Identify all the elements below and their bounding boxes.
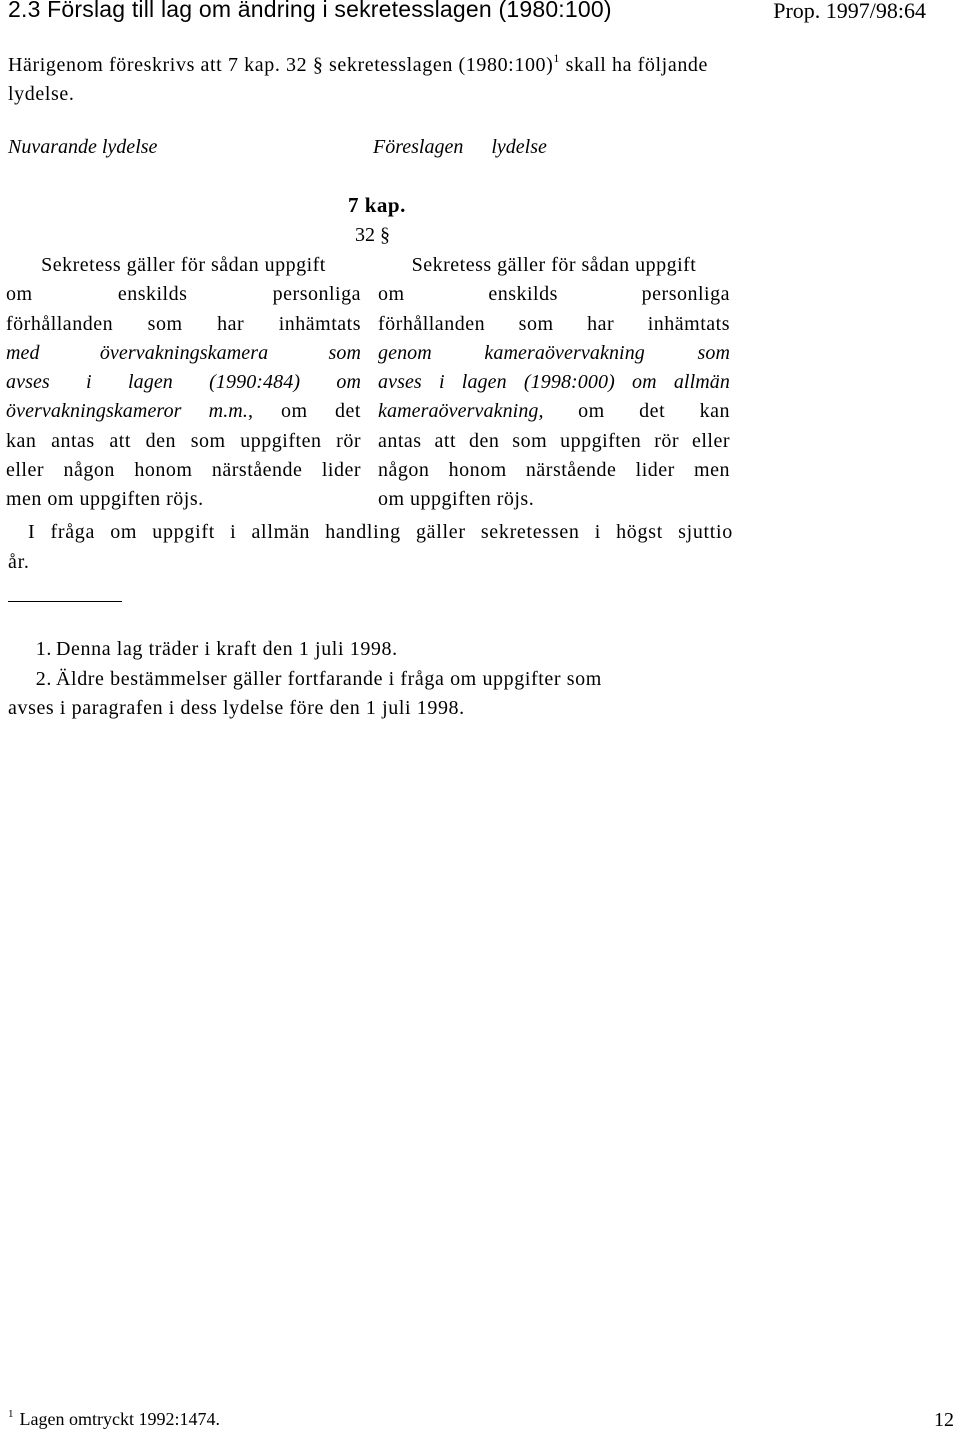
current-line-italic: med övervakningskamera som: [6, 341, 361, 364]
footnote: [8, 1408, 220, 1430]
proposed-heading-word-1: Föreslagen: [373, 136, 464, 158]
footnote-marker: 1: [8, 1408, 14, 1420]
transition-number: 1.: [35, 638, 52, 660]
proposed-roman-fragment: om det kan: [543, 400, 730, 423]
proposed-line: om uppgiften röjs.: [378, 488, 535, 511]
transition-provisions: [8, 635, 708, 724]
transition-text: Denna lag träder i kraft den 1 juli 1998.: [56, 638, 398, 660]
intro-text: Härigenom föreskrivs att 7 kap. 32 § sekretesslagen (1980:100): [8, 54, 554, 76]
proposed-italic-fragment: kameraövervakning,: [378, 400, 544, 423]
proposed-line-mixed: [378, 397, 730, 426]
transition-item: [8, 635, 708, 665]
current-line: Sekretess gäller för sådan uppgift: [41, 254, 326, 276]
transition-text: Äldre bestämmelser gäller fortfarande i fråga om uppgifter som: [56, 667, 602, 690]
separator-rule: [8, 601, 122, 602]
footnote-text: Lagen omtryckt 1992:1474.: [19, 1409, 220, 1429]
current-italic-fragment: övervakningskameror m.m.: [6, 400, 248, 423]
current-line-italic: avses i lagen (1990:484) om: [6, 371, 361, 394]
transition-item: [8, 665, 708, 695]
footnote-reference: 1: [553, 51, 561, 65]
current-line: men om uppgiften röjs.: [6, 488, 204, 511]
proposed-line-italic: avses i lagen (1998:000) om allmän: [378, 371, 730, 394]
transition-continuation: avses i paragrafen i dess lydelse före den 1 juli 1998.: [8, 697, 465, 719]
intro-text-end: skall ha följande lydelse.: [8, 54, 708, 105]
proposition-reference: Prop. 1997/98:64: [773, 0, 926, 23]
current-line: kan antas att den som uppgiften rör: [6, 429, 361, 452]
proposed-wording-column: [378, 251, 730, 515]
transition-number: 2.: [35, 667, 52, 690]
proposed-line: förhållanden som har inhämtats: [378, 312, 730, 335]
current-line: om enskilds personliga: [6, 283, 361, 306]
current-wording-column: [6, 251, 361, 515]
proposed-line: antas att den som uppgiften rör eller: [378, 429, 730, 452]
proposed-line: någon honom närstående lider men: [378, 459, 730, 482]
current-line: eller någon honom närstående lider: [6, 459, 361, 482]
paragraph-heading: 32 §: [355, 224, 390, 246]
current-wording-heading: Nuvarande lydelse: [8, 136, 158, 158]
shared-sentence: [8, 517, 733, 577]
page-number: 12: [934, 1409, 954, 1431]
shared-sentence-line-1: I fråga om uppgift i allmän handling gäller sekretessen i högst sjuttio: [28, 521, 733, 543]
shared-sentence-line-2: år.: [8, 551, 30, 573]
proposed-line-italic: genom kameraövervakning som: [378, 341, 730, 364]
chapter-heading: 7 kap.: [348, 193, 406, 217]
proposed-line: Sekretess gäller för sådan uppgift: [411, 254, 697, 276]
section-heading: 2.3 Förslag till lag om ändring i sekretesslagen (1980:100): [8, 0, 612, 22]
intro-paragraph: [8, 44, 733, 109]
current-line: förhållanden som har inhämtats: [6, 312, 361, 335]
current-roman-fragment: , om det: [247, 400, 361, 423]
proposed-wording-heading: [373, 136, 547, 159]
proposed-heading-word-2: lydelse: [491, 136, 547, 158]
current-line-mixed: [6, 397, 361, 426]
proposed-line: om enskilds personliga: [378, 283, 730, 306]
